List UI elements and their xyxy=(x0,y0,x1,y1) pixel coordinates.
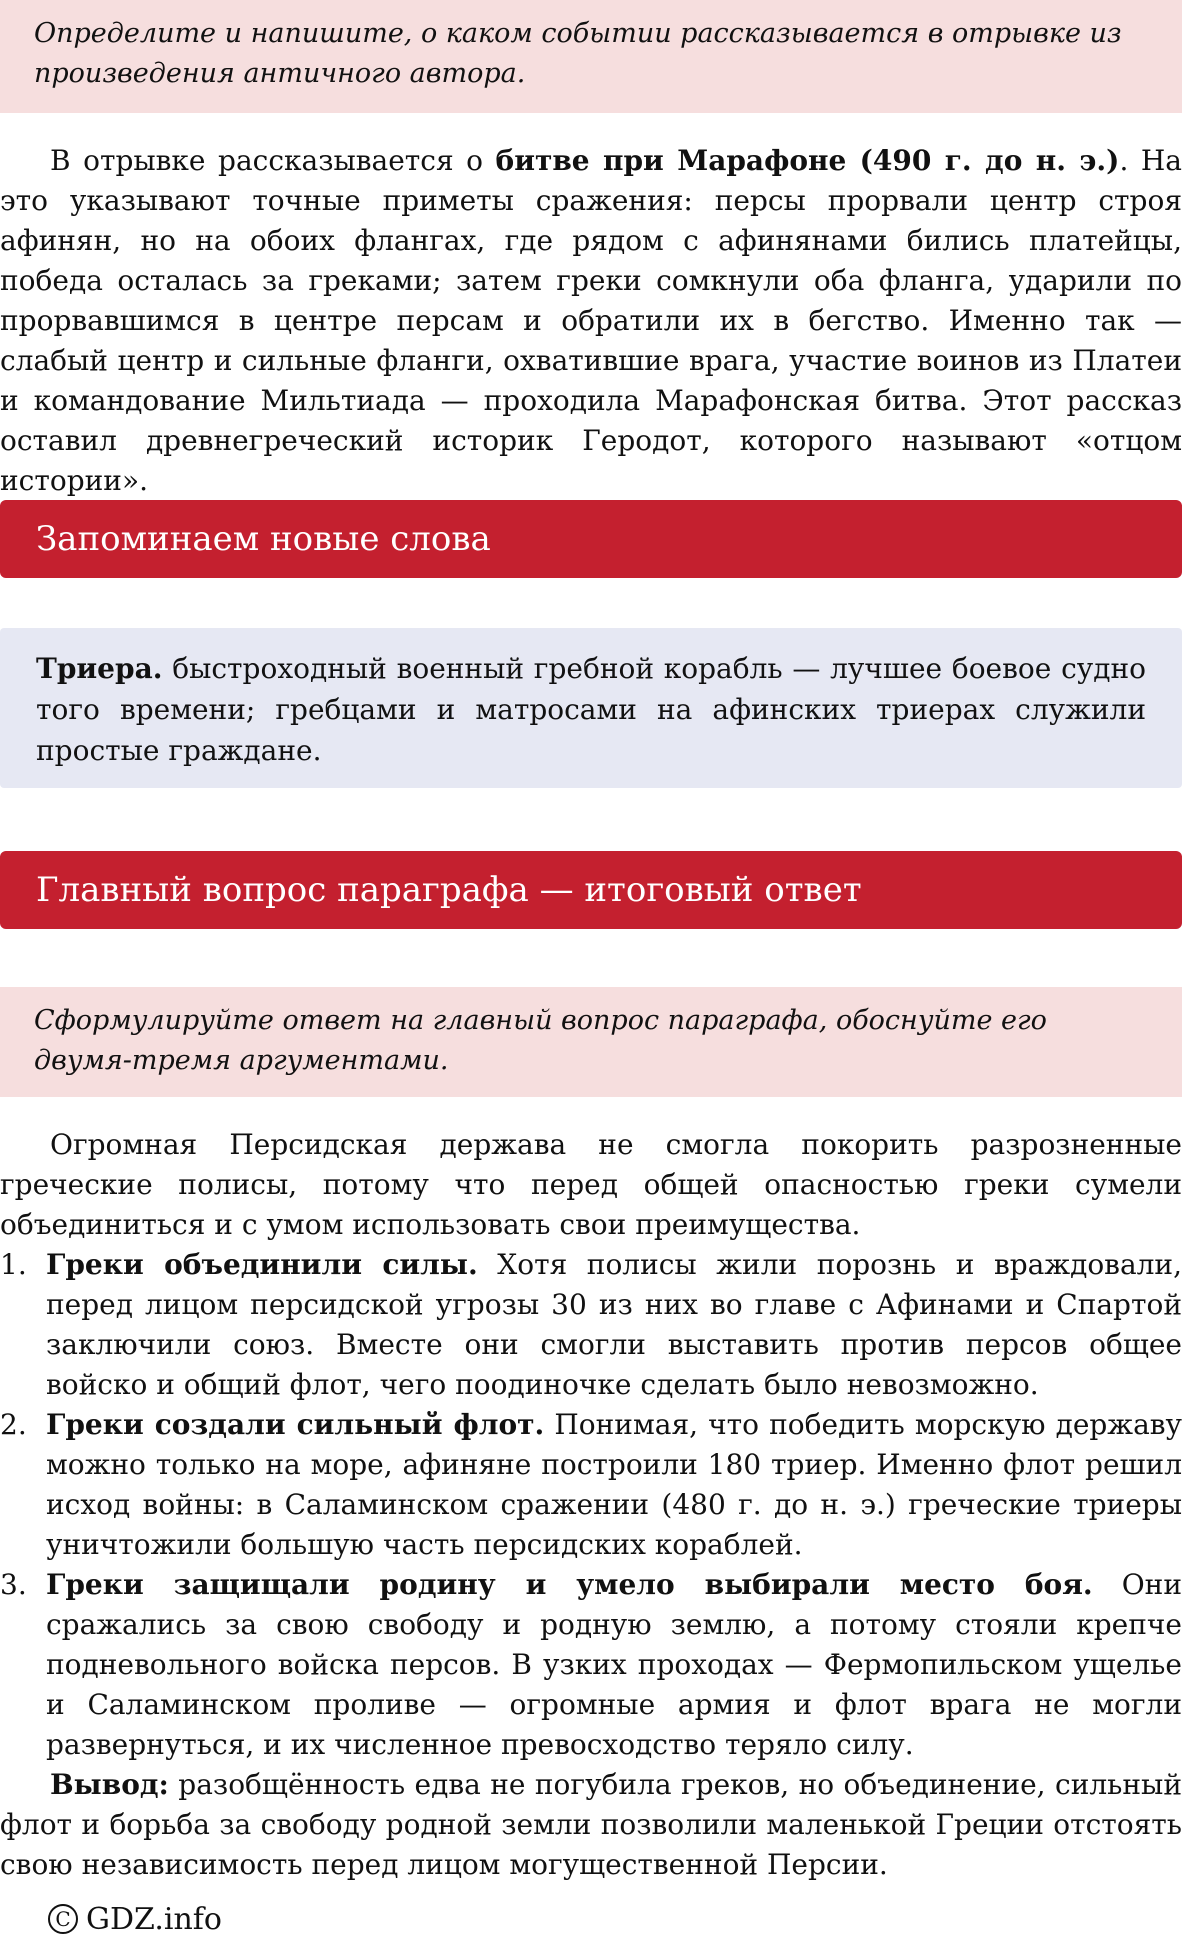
list-item-heading: Греки объединили силы. xyxy=(46,1248,478,1281)
answer-1-rest: . На это указывают точные приметы сражения: персы прорвали центр строя афинян, но на обоих флангах, где рядом с афинянами бились платейцы, победа осталась за греками; затем греки сомкнули оба фланга, ударили по прорвавшимся в центре персам и обратили их в бегство. Именно так — слабый центр и сильные фланги, охватившие врага, участие воинов из Платеи и командование Мильтиада — проходила Марафонская битва. Этот рассказ оставил древнегреческий историк Геродот, которого называют «отцом истории». xyxy=(0,144,1182,497)
section-header-main-question xyxy=(0,851,1182,929)
answer-2-intro: Огромная Персидская держава не смогла покорить разрозненные греческие полисы, потому что перед общей опасностью греки сумели объединиться и с умом использовать свои преимущества. xyxy=(0,1128,1182,1241)
conclusion-text: разобщённость едва не погубила греков, но объединение, сильный флот и борьба за свободу родной земли позволили маленькой Греции отстоять свою независимость перед лицом могущественной Персии. xyxy=(0,1768,1182,1881)
list-item xyxy=(0,1405,1182,1565)
term-definition-paragraph xyxy=(36,648,1146,771)
task-box-2 xyxy=(0,987,1182,1097)
section-header-main-question-title: Главный вопрос параграфа — итоговый ответ xyxy=(36,870,862,910)
conclusion-paragraph xyxy=(0,1765,1182,1885)
list-item-number: 1. xyxy=(0,1248,27,1281)
answer-2 xyxy=(0,1125,1182,1885)
section-header-new-words xyxy=(0,500,1182,578)
answer-1-paragraph xyxy=(0,141,1182,501)
footer xyxy=(48,1900,222,1940)
term-definition: быстроходный военный гребной корабль — лучшее боевое судно того времени; гребцами и матросами на афинских триерах служили простые граждане. xyxy=(36,652,1146,767)
list-item-text: Они сражались за свою свободу и родную землю, а потому стояли крепче подневольного войска персов. В узких проходах — Фермопильском ущелье и Саламинском проливе — огромные армия и флот врага не могли развернуться, и их численное превосходство теряло силу. xyxy=(46,1568,1182,1761)
section-header-new-words-title: Запоминаем новые слова xyxy=(36,519,491,559)
term-box xyxy=(0,628,1182,788)
answer-1 xyxy=(0,141,1182,501)
list-item-heading: Греки создали сильный флот. xyxy=(46,1408,545,1441)
task-box-1 xyxy=(0,0,1182,113)
list-item-heading: Греки защищали родину и умело выбирали место боя. xyxy=(46,1568,1093,1601)
task-1-text: Определите и напишите, о каком событии рассказывается в отрывке из произведения античного автора. xyxy=(34,18,1122,89)
list-item-number: 2. xyxy=(0,1408,27,1441)
conclusion-label: Вывод: xyxy=(50,1768,169,1801)
list-item xyxy=(0,1245,1182,1405)
list-item-text: Понимая, что победить морскую державу можно только на море, афиняне построили 180 триер. Именно флот решил исход войны: в Саламинском сражении (480 г. до н. э.) греческие триеры уничтожили большую часть персидских кораблей. xyxy=(46,1408,1182,1561)
answer-1-intro: В отрывке рассказывается о xyxy=(50,144,496,177)
list-item xyxy=(0,1565,1182,1765)
footer-site-name: GDZ.info xyxy=(86,1902,222,1937)
copyright-icon: C xyxy=(48,1904,78,1934)
task-2-text: Сформулируйте ответ на главный вопрос параграфа, обоснуйте его двумя-тремя аргументами. xyxy=(34,1005,1047,1076)
answer-1-highlight: битве при Марафоне (490 г. до н. э.) xyxy=(495,144,1120,177)
list-item-text: Хотя полисы жили порознь и враждовали, перед лицом персидской угрозы 30 из них во главе с Афинами и Спартой заключили союз. Вместе они смогли выставить против персов общее войско и общий флот, чего поодиночке сделать было невозможно. xyxy=(46,1248,1182,1401)
term-word: Триера. xyxy=(36,652,163,685)
list-item-number: 3. xyxy=(0,1568,27,1601)
argument-list xyxy=(0,1245,1182,1765)
